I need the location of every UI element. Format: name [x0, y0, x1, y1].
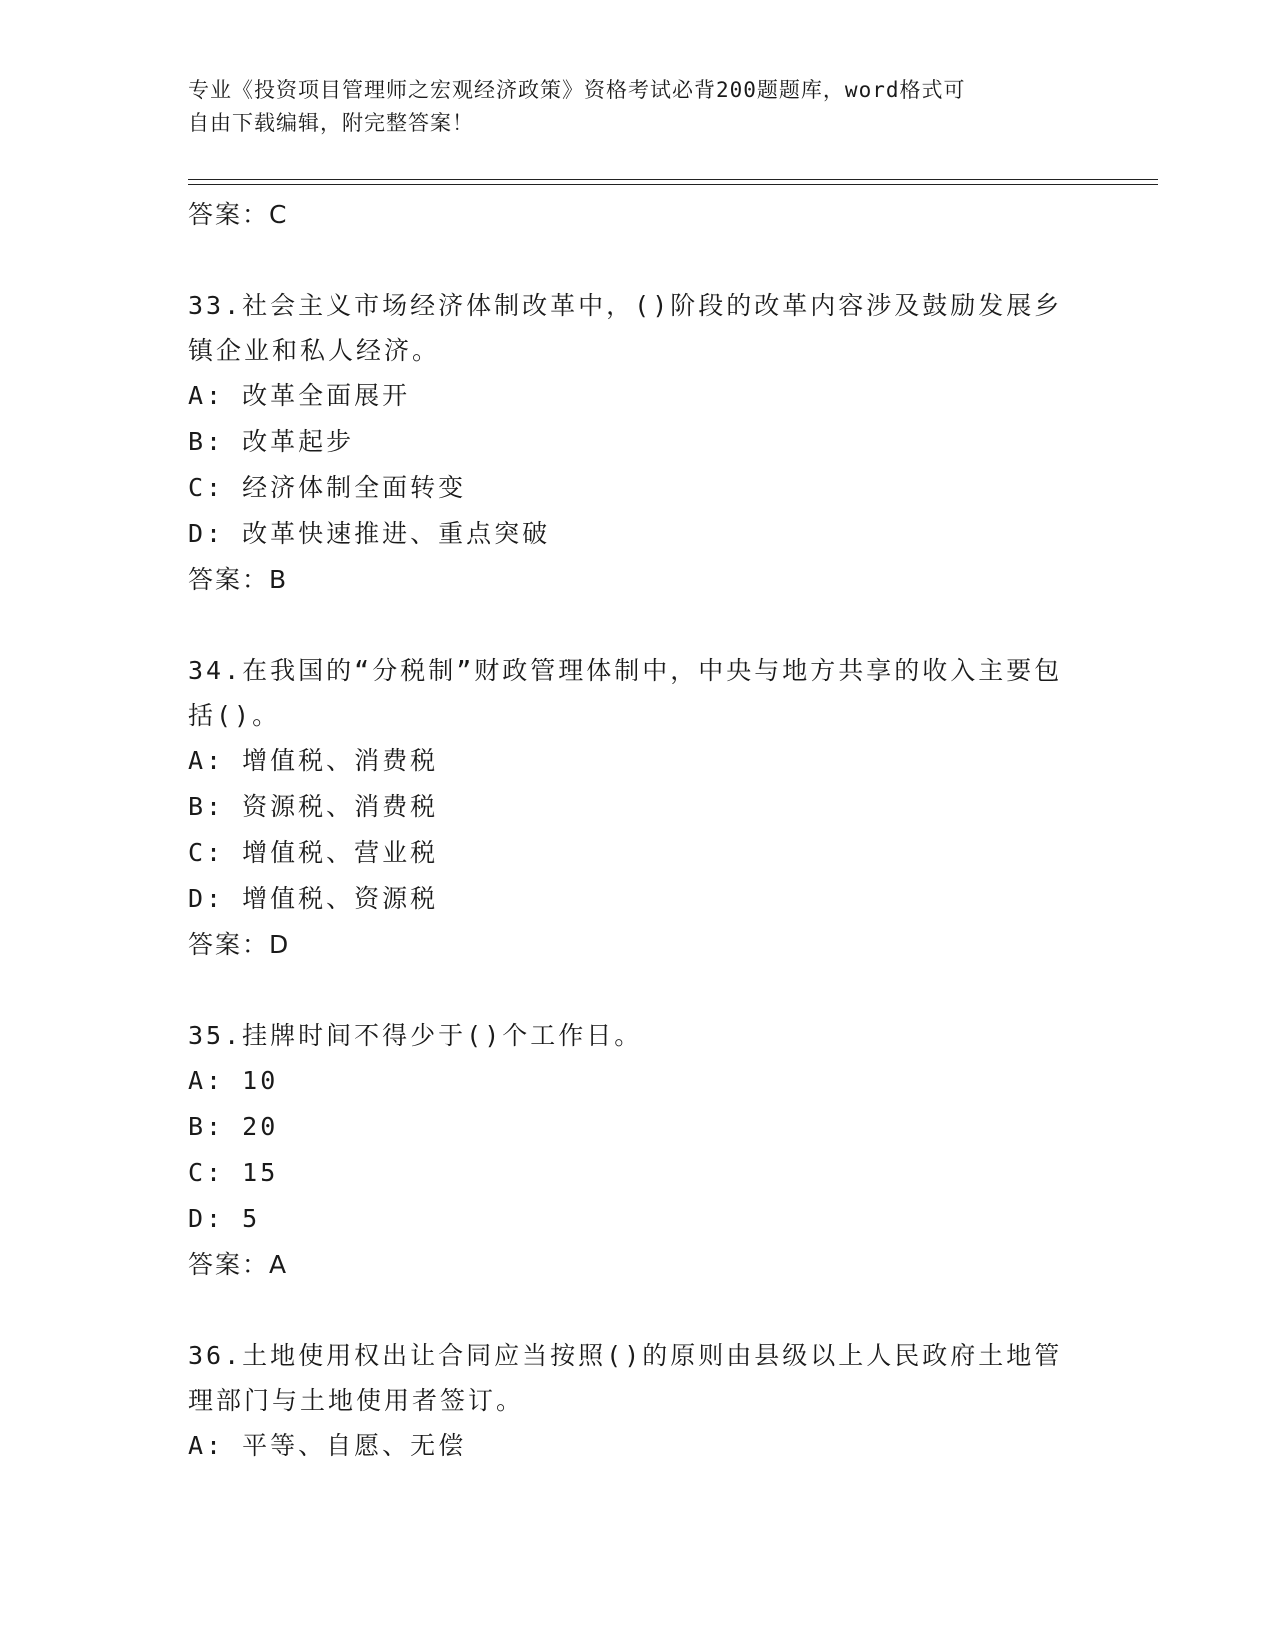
answer-value: A — [269, 1250, 288, 1279]
option-33-d: D: 改革快速推进、重点突破 — [188, 519, 551, 548]
answer-line-33 — [188, 557, 1088, 603]
answer-line-34 — [188, 922, 1088, 968]
header-rule-bottom — [188, 184, 1158, 185]
answer-value: B — [269, 565, 288, 594]
option-34-b: B: 资源税、消费税 — [188, 792, 439, 821]
header-line-1: 专业《投资项目管理师之宏观经济政策》资格考试必背200题题库，word格式可 — [188, 78, 966, 102]
option-36-a: A: 平等、自愿、无偿 — [188, 1431, 467, 1460]
header-rule-top — [188, 179, 1158, 180]
option-35-c: C: 15 — [188, 1158, 279, 1187]
question-list — [188, 192, 1088, 1469]
option-34-c: C: 增值税、营业税 — [188, 838, 439, 867]
question-35: 35.挂牌时间不得少于()个工作日。 — [188, 1021, 643, 1050]
answer-label: 答案： — [188, 930, 270, 959]
answer-label: 答案： — [188, 1250, 270, 1279]
answer-label: 答案： — [188, 565, 270, 594]
option-35-d: D: 5 — [188, 1204, 261, 1233]
answer-line-35 — [188, 1242, 1088, 1288]
option-35-a: A: 10 — [188, 1066, 279, 1095]
question-34: 34.在我国的“分税制”财政管理体制中，中央与地方共享的收入主要包括()。 — [188, 656, 1063, 730]
answer-value: C — [269, 200, 288, 229]
answer-label: 答案： — [188, 200, 270, 229]
option-34-d: D: 增值税、资源税 — [188, 884, 439, 913]
option-33-b: B: 改革起步 — [188, 427, 355, 456]
question-33: 33.社会主义市场经济体制改革中，()阶段的改革内容涉及鼓励发展乡镇企业和私人经济。 — [188, 291, 1063, 365]
header-line-2: 自由下载编辑，附完整答案！ — [188, 111, 474, 135]
option-33-c: C: 经济体制全面转变 — [188, 473, 467, 502]
option-34-a: A: 增值税、消费税 — [188, 746, 439, 775]
answer-line-32 — [188, 192, 1088, 238]
document-header — [188, 74, 1068, 140]
question-36: 36.土地使用权出让合同应当按照()的原则由县级以上人民政府土地管理部门与土地使用者签订。 — [188, 1341, 1063, 1415]
answer-value: D — [269, 930, 290, 959]
option-35-b: B: 20 — [188, 1112, 279, 1141]
option-33-a: A: 改革全面展开 — [188, 381, 411, 410]
